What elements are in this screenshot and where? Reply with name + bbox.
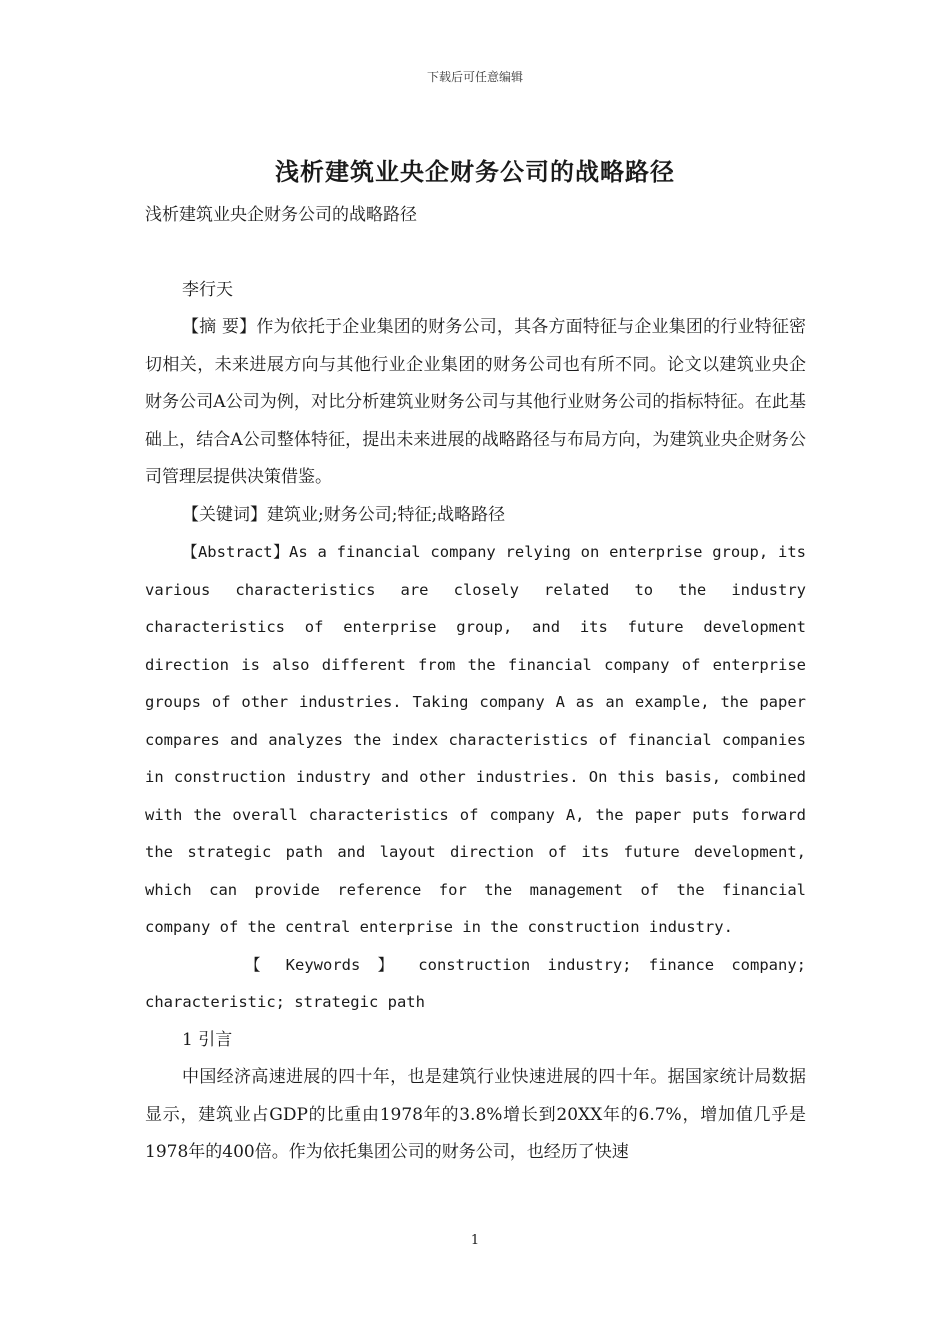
keywords-cn: 【关键词】建筑业;财务公司;特征;战略路径 <box>182 504 506 525</box>
document-body <box>145 197 806 1172</box>
page-number: 1 <box>470 1233 480 1248</box>
document-title: 浅析建筑业央企财务公司的战略路径 <box>275 157 675 186</box>
abstract-en: 【Abstract】As a financial company relying on enterprise group, its various characteristics are closely related to the industry characteristics of enterprise group, and its future development direction is also different from the financial company of enterprise groups of other industries. Taking company A as an example, the paper compares and analyzes the index characteristics of financial companies in construction industry and other industries. On this basis, combined with the overall characteristics of company A, the paper puts forward the strategic path and layout direction of its future development, which can provide reference for the management of the financial company of the central enterprise in the construction industry. <box>145 543 806 936</box>
keywords-en: 【 Keywords 】 construction industry; finance company; characteristic; strategic path <box>145 955 806 1011</box>
page-header-note: 下载后可任意编辑 <box>426 70 523 84</box>
author-name: 李行天 <box>182 279 233 300</box>
blank-line <box>145 235 806 272</box>
abstract-cn: 【摘 要】作为依托于企业集团的财务公司，其各方面特征与企业集团的行业特征密切相关，未来进展方向与其他行业企业集团的财务公司也有所不同。论文以建筑业央企财务公司A公司为例，对比分析建筑业财务公司与其他行业财务公司的指标特征。在此基础上，结合A公司整体特征，提出未来进展的战略路径与布局方向，为建筑业央企财务公司管理层提供决策借鉴。 <box>145 317 806 487</box>
section-heading: 1 引言 <box>182 1029 233 1050</box>
subtitle: 浅析建筑业央企财务公司的战略路径 <box>145 205 417 225</box>
intro-paragraph: 中国经济高速进展的四十年，也是建筑行业快速进展的四十年。据国家统计局数据显示，建筑业占GDP的比重由1978年的3.8%增长到20XX年的6.7%，增加值几乎是1978年的400倍。作为依托集团公司的财务公司，也经历了快速 <box>145 1067 806 1162</box>
